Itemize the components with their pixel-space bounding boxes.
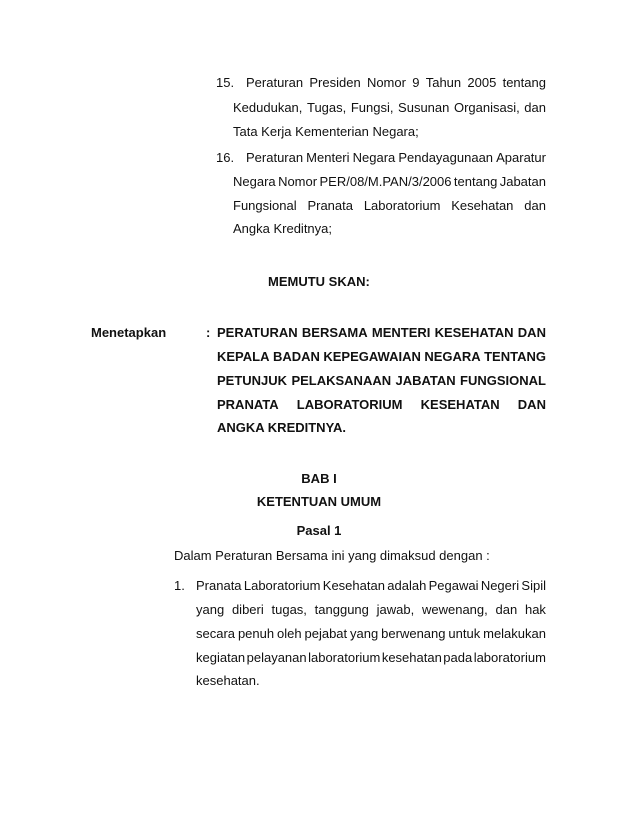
list-number: 15. — [216, 75, 235, 90]
justified-line: yang diberi tugas, tanggung jawab, wewenang, dan hak — [196, 602, 546, 617]
justified-line: PRANATA LABORATORIUM KESEHATAN DAN — [217, 397, 546, 412]
menetapkan-label: Menetapkan — [91, 325, 167, 340]
justified-line: kegiatan pelayanan laboratorium kesehatan pada laboratorium — [196, 650, 546, 665]
chapter-title: KETENTUAN UMUM — [256, 494, 382, 509]
justified-line: Pranata Laboratorium Kesehatan adalah Pegawai Negeri Sipil — [196, 578, 546, 593]
justified-line: KEPALA BADAN KEPEGAWAIAN NEGARA TENTANG — [217, 349, 546, 364]
justified-line: secara penuh oleh pejabat yang berwenang untuk melakukan — [196, 626, 546, 641]
justified-line: Peraturan Presiden Nomor 9 Tahun 2005 tentang — [246, 75, 546, 90]
justified-line: Kedudukan, Tugas, Fungsi, Susunan Organisasi, dan — [233, 100, 546, 115]
justified-line: Fungsional Pranata Laboratorium Kesehatan dan — [233, 198, 546, 213]
chapter-heading: BAB I — [301, 471, 337, 486]
list-number: 16. — [216, 150, 235, 165]
justified-line: PERATURAN BERSAMA MENTERI KESEHATAN DAN — [217, 325, 546, 340]
article-heading: Pasal 1 — [296, 523, 342, 538]
memutuskan-heading: MEMUTU SKAN: — [268, 274, 370, 289]
paragraph-last-line: ANGKA KREDITNYA. — [217, 420, 347, 435]
intro-text: Dalam Peraturan Bersama ini yang dimaksud dengan : — [174, 548, 490, 563]
paragraph-last-line: kesehatan. — [196, 673, 260, 688]
justified-line: PETUNJUK PELAKSANAAN JABATAN FUNGSIONAL — [217, 373, 546, 388]
paragraph-last-line: Angka Kreditnya; — [233, 221, 333, 236]
menetapkan-colon: : — [206, 325, 211, 340]
paragraph-last-line: Tata Kerja Kementerian Negara; — [233, 124, 419, 139]
list-number: 1. — [174, 578, 185, 593]
justified-line: Negara Nomor PER/08/M.PAN/3/2006 tentang Jabatan — [233, 174, 546, 189]
justified-line: Peraturan Menteri Negara Pendayagunaan Aparatur — [246, 150, 546, 165]
